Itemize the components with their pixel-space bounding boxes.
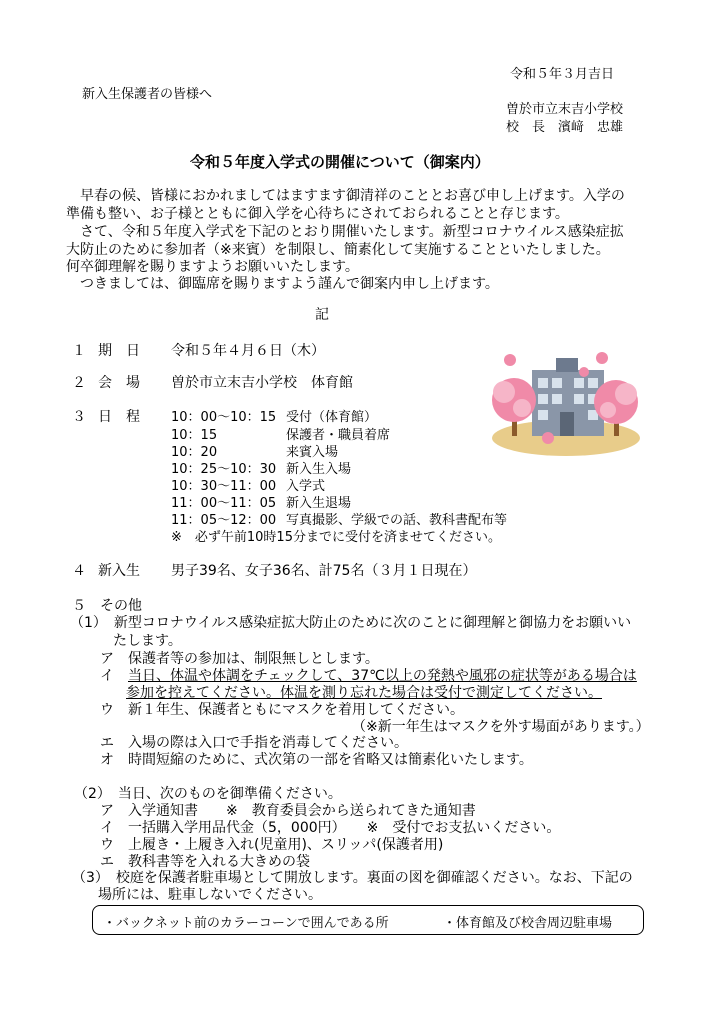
other-heading: ５ その他 bbox=[72, 598, 142, 614]
schedule-time: 11：05〜12：00 bbox=[171, 513, 277, 528]
body-line: 準備も整い、お子様とともに御入学を心待ちにされておられることと存じます。 bbox=[66, 206, 569, 222]
other3-line: 場所には、駐車しないでください。 bbox=[98, 887, 322, 903]
schedule-time: 10：15 bbox=[171, 428, 218, 443]
issue-date: 令和５年３月吉日 bbox=[510, 67, 615, 82]
body-line: さて、令和５年度入学式を下記のとおり開催いたします。新型コロナウイルス感染症拡 bbox=[66, 224, 624, 240]
schedule-event: 来賓入場 bbox=[286, 445, 339, 460]
item-label: 期 日 bbox=[98, 343, 140, 359]
other2-heading: （2） 当日、次のものを御準備ください。 bbox=[74, 786, 342, 802]
item-number: ３ bbox=[72, 409, 86, 425]
other1-item-u-note: （※新一年生はマスクを外す場面があります。） bbox=[352, 719, 650, 735]
body-line: つきましては、御臨席を賜りますよう謹んで御案内申し上げます。 bbox=[66, 276, 499, 292]
item-number: １ bbox=[72, 343, 86, 359]
schedule-time: 10：30〜11：00 bbox=[171, 479, 277, 494]
schedule-event: 新入生退場 bbox=[286, 496, 352, 511]
principal-name: 校 長 濱﨑 忠雄 bbox=[506, 120, 624, 135]
schedule-time: 10：25〜10：30 bbox=[171, 462, 277, 477]
students-count: 男子39名、女子36名、計75名（３月１日現在） bbox=[171, 563, 477, 579]
school-name: 曽於市立末吉小学校 bbox=[506, 102, 624, 117]
schedule-time: 10：00〜10：15 bbox=[171, 410, 277, 425]
body-line: 早春の候、皆様におかれましてはますます御清祥のこととお喜び申し上げます。入学の bbox=[66, 188, 625, 204]
other1-item-e: エ 入場の際は入口で手指を消毒してください。 bbox=[100, 735, 408, 751]
other1-item-u: ウ 新１年生、保護者ともにマスクを着用してください。 bbox=[100, 702, 464, 718]
item-label: 日 程 bbox=[98, 409, 140, 425]
body-line: 何卒御理解を賜りますようお願いいたします。 bbox=[66, 259, 359, 275]
other1-item-i-cont: 参加を控えてください。体温を測り忘れた場合は受付で測定してください。 bbox=[126, 685, 602, 701]
schedule-note: ※ 必ず午前10時15分までに受付を済ませてください。 bbox=[171, 530, 501, 545]
no-parking-box bbox=[92, 905, 644, 935]
other2-item-a: ア 入学通知書 ※ 教育委員会から送られてきた通知書 bbox=[100, 803, 476, 819]
item-number: ２ bbox=[72, 375, 86, 391]
item-label: 新入生 bbox=[98, 563, 140, 579]
schedule-event: 入学式 bbox=[286, 479, 326, 494]
school-blossom-illustration bbox=[484, 350, 646, 462]
no-parking-area-right: ・体育館及び校舎周辺駐車場 bbox=[443, 916, 613, 931]
other1-item-o: オ 時間短縮のために、式次第の一部を省略又は簡素化いたします。 bbox=[100, 752, 533, 768]
other1-item-i: イ 当日、体温や体調をチェックして、37℃以上の発熱や風邪の症状等がある場合は bbox=[100, 668, 637, 684]
schedule-event: 写真撮影、学級での話、教科書配布等 bbox=[286, 513, 508, 528]
body-line: 大防止のために参加者（※来賓）を制限し、簡素化して実施することといたしました。 bbox=[66, 242, 610, 258]
other2-item-e: エ 教科書等を入れる大きめの袋 bbox=[100, 854, 310, 870]
ki-heading: 記 bbox=[315, 307, 329, 323]
schedule-time: 11：00〜11：05 bbox=[171, 496, 277, 511]
other3-line: （3） 校庭を保護者駐車場として開放します。裏面の図を御確認ください。なお、下記の bbox=[72, 870, 633, 886]
other1-line: （1） 新型コロナウイルス感染症拡大防止のために次のことに御理解と御協力をお願いい bbox=[70, 615, 632, 631]
item-label: 会 場 bbox=[98, 375, 140, 391]
schedule-event: 新入生入場 bbox=[286, 462, 352, 477]
page-title: 令和５年度入学式の開催について（御案内） bbox=[190, 153, 490, 171]
no-parking-area-left: ・バックネット前のカラーコーンで囲んである所 bbox=[103, 916, 389, 931]
other2-item-u: ウ 上履き・上履き入れ(児童用)、スリッパ(保護者用) bbox=[100, 837, 444, 853]
ceremony-date: 令和５年４月６日（木） bbox=[171, 343, 325, 359]
other1-line: たします。 bbox=[113, 633, 182, 649]
item-number: ４ bbox=[72, 563, 86, 579]
other2-item-i: イ 一括購入学用品代金（5，000円） ※ 受付でお支払いください。 bbox=[100, 820, 561, 836]
venue-value: 曽於市立末吉小学校 体育館 bbox=[171, 375, 353, 391]
other1-item-a: ア 保護者等の参加は、制限無しとします。 bbox=[100, 651, 379, 667]
recipient: 新入生保護者の皆様へ bbox=[82, 87, 213, 102]
schedule-time: 10：20 bbox=[171, 445, 218, 460]
schedule-event: 保護者・職員着席 bbox=[286, 428, 391, 443]
schedule-event: 受付（体育館） bbox=[286, 410, 378, 425]
